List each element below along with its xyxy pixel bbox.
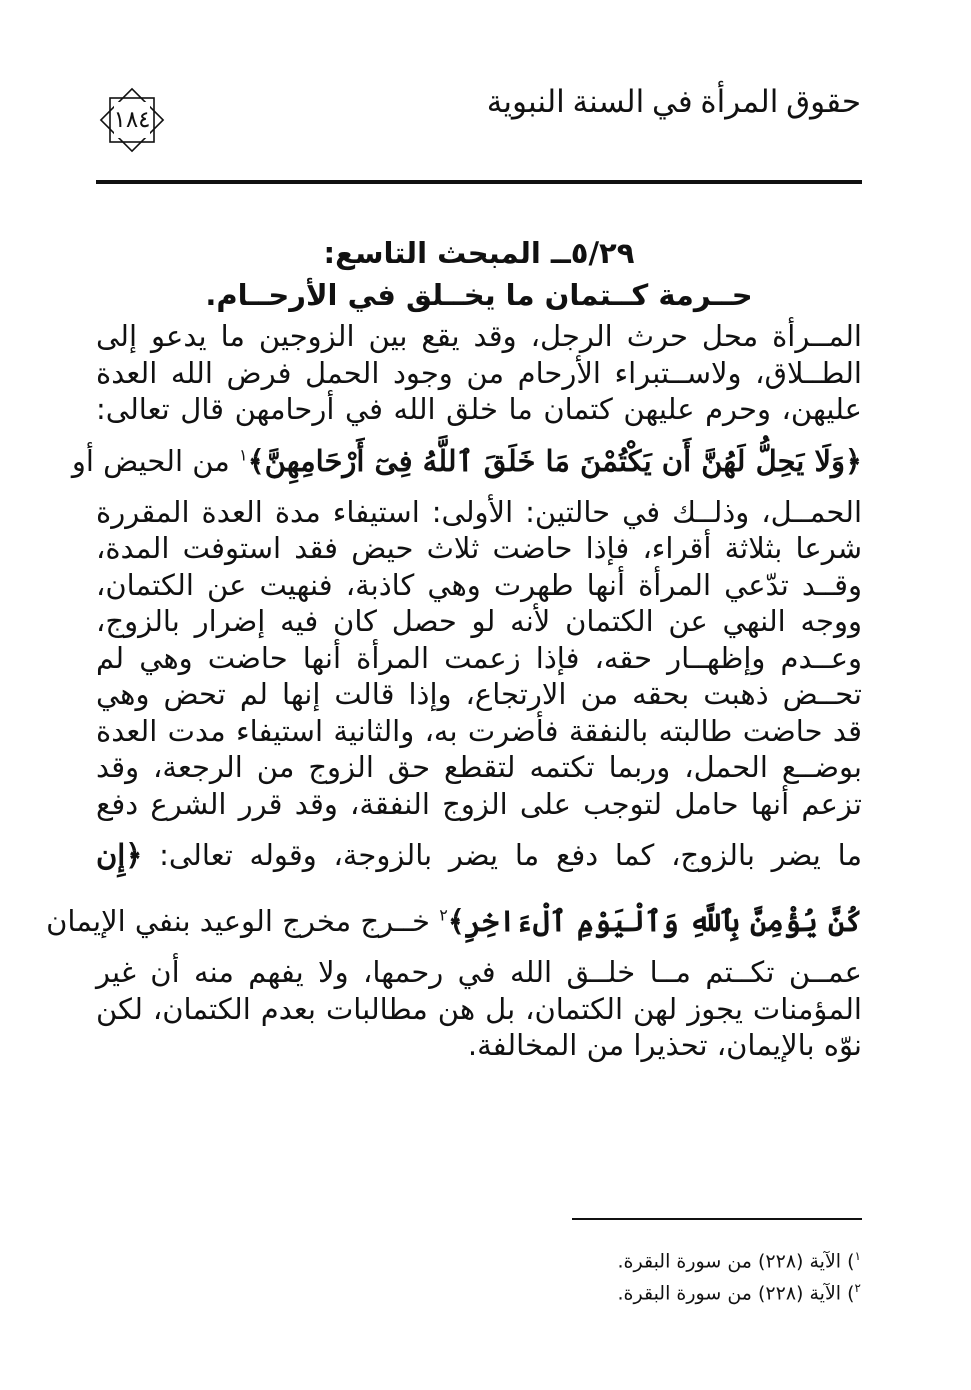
page-number-badge (96, 84, 168, 156)
header-rule (96, 180, 862, 184)
quran-verse-end: كُنَّ يُؤْمِنَّ بِٱللَّهِ وَٱلْيَوْمِ ٱلْءَاخِرِ﴾ (447, 904, 862, 938)
footnote-text: ) الآية (٢٢٨) من سورة البقرة. (617, 1282, 855, 1305)
footnote-mark: ٢ (854, 1281, 861, 1295)
footnote-rule (572, 1218, 862, 1220)
body-line: تزعم أنها حامل لتوجب على الزوج النفقة، وقد قرر الشرع دفع (96, 786, 862, 821)
footnote (617, 1272, 861, 1304)
body-line: الحمــل، وذلــك في حالتين: الأولى: استيفاء مدة العدة المقررة (96, 494, 862, 529)
running-title: حقوق المرأة في السنة النبوية (486, 84, 861, 119)
footnote-ref: ٢ (439, 905, 448, 925)
footnote (617, 1240, 861, 1272)
quran-verse-start: ﴿إِن (96, 838, 143, 872)
body-line-text: من الحيض أو (71, 443, 240, 478)
body-line: ووجه النهي عن الكتمان لأنه لو حصل كان فيه إضرار بالزوج، (96, 604, 862, 638)
body-line: المــرأة محل حرث الرجل، وقد يقع بين الزوجين ما يدعو إلى (96, 319, 862, 353)
footnote-mark: ١ (854, 1249, 861, 1263)
body-line: عليهن، وحرم عليهن كتمان ما خلق الله في أرحامهن قال تعالى: (96, 392, 862, 426)
body-line-with-verse (46, 888, 862, 954)
body-text (46, 318, 862, 1064)
body-line: شرعا بثلاثة أقراء، فإذا حاضت ثلاث حيض فقد استوفت المدة، (96, 531, 862, 565)
quran-verse: ﴿وَلَا يَحِلُّ لَهُنَّ أَن يَكْتُمْنَ مَا خَلَقَ ٱللَّهُ فِىٓ أَرْحَامِهِنَّ﴾ (247, 443, 862, 478)
body-line: قد حاضت طالبته بالنفقة فأضرت به، والثانية استيفاء مدت العدة (96, 713, 862, 748)
section-heading: ٥/٢٩ــ المبحث التاسع: (323, 236, 635, 270)
body-line-text: ما يضر بالزوج، كما دفع ما يضر بالزوجة، وقوله تعالى: (142, 838, 862, 872)
body-line-with-verse (71, 428, 862, 494)
body-line: وعــدم وإظهــار حقه، فإذا زعمت المرأة أنها حاضت وهي لم (96, 640, 862, 675)
body-line: تحــض ذهبت بحقه من الارتجاع، وإذا قالت إنها لم تحض وهي (96, 677, 862, 711)
footnote-text: ) الآية (٢٢٨) من سورة البقرة. (617, 1250, 855, 1273)
footnotes (617, 1240, 861, 1304)
body-line: بوضــع الحمل، وربما تكتمه لتقطع حق الزوج من الرجعة، وقد (96, 750, 862, 784)
page-number: ١٨٤ (113, 107, 151, 132)
footnote-ref: ١ (239, 444, 248, 464)
body-line: وقــد تدّعي المرأة أنها طهرت وهي كاذبة، فنهيت عن الكتمان، (96, 567, 862, 602)
body-line: عمــن تكــتم مــا خلــق الله في رحمها، ولا يفهم منه أن غير (96, 955, 862, 989)
body-line-text: خــرج مخرج الوعيد بنفي الإيمان (46, 904, 440, 938)
body-line-with-verse (96, 822, 862, 888)
body-line: المؤمنات يجوز لهن الكتمان، بل هن مطالبات بعدم الكتمان، لكن (96, 991, 862, 1026)
body-line: نوّه بالإيمان، تحذيرا من المخالفة. (467, 1028, 862, 1062)
body-line: الطــلاق، ولاســتبراء الأرحام من وجود الحمل فرض الله العدة (96, 355, 862, 390)
section-subheading: حــرمة كــتمان ما يخــلق في الأرحــام. (205, 278, 753, 312)
